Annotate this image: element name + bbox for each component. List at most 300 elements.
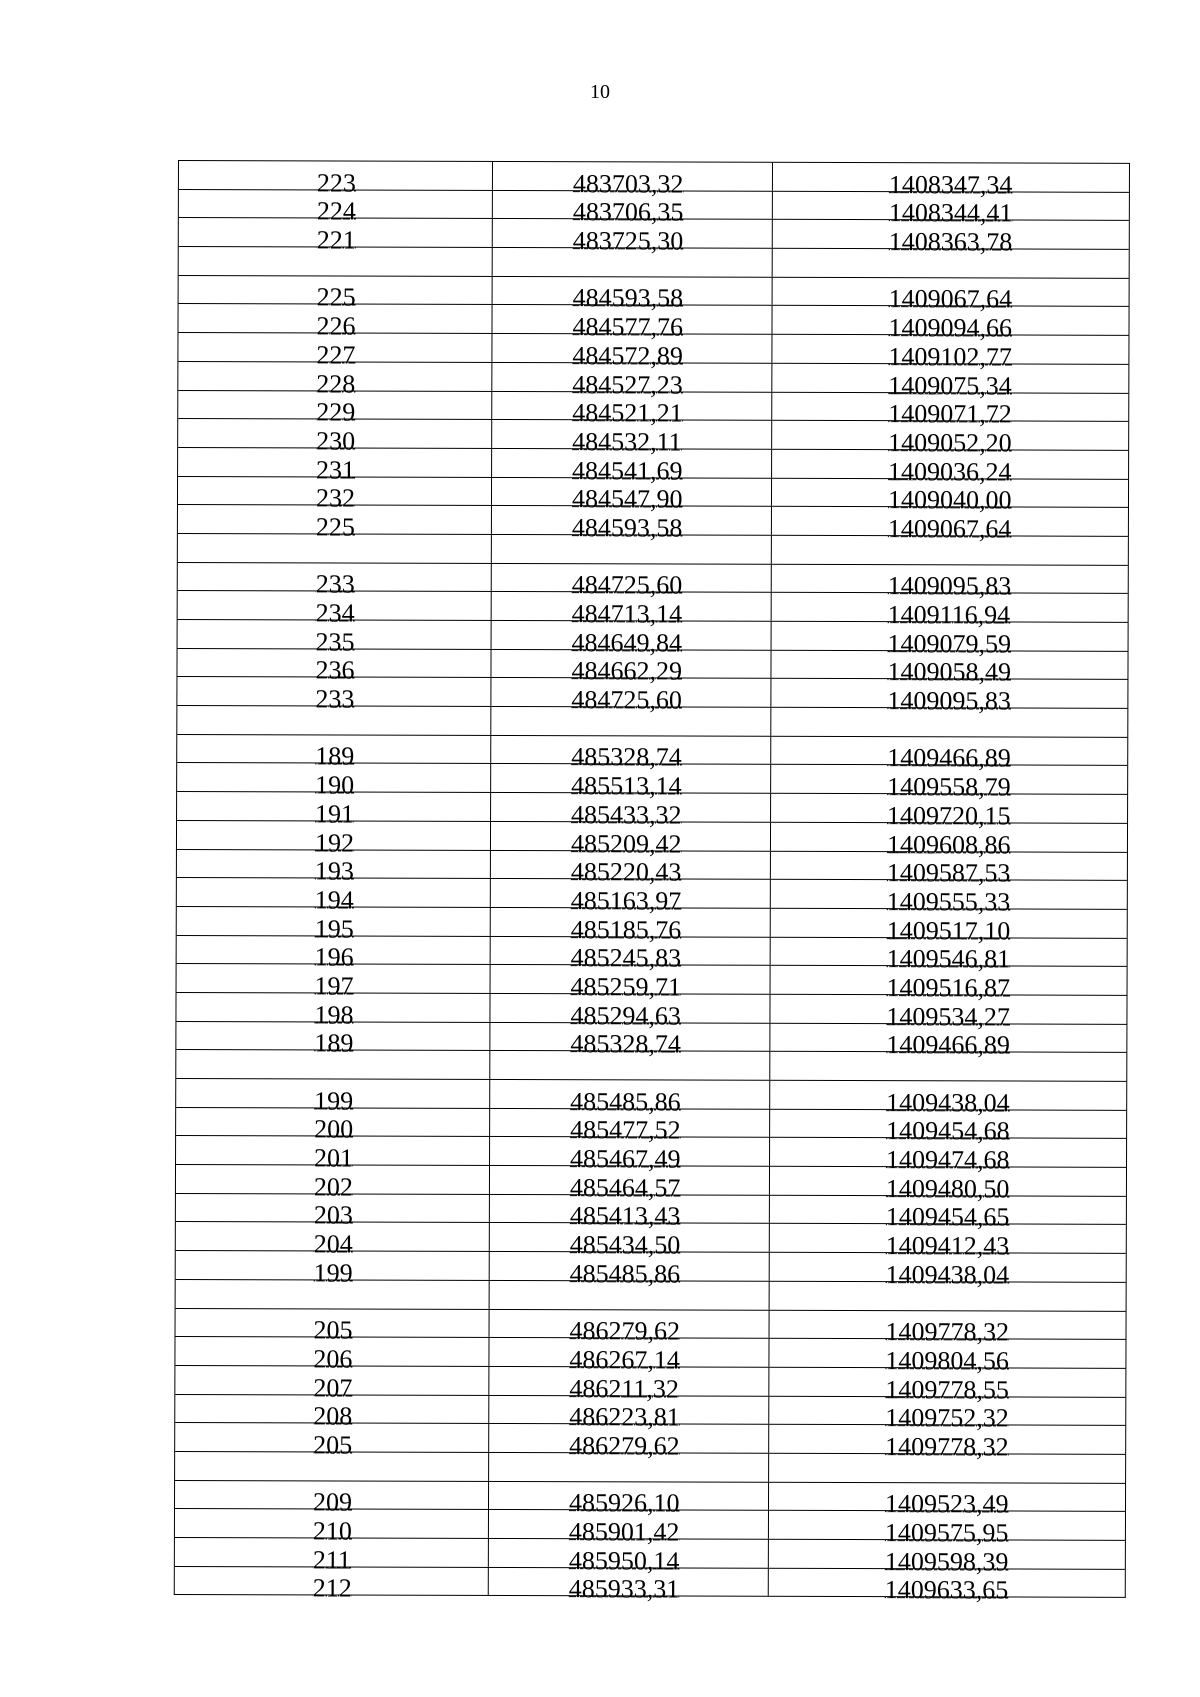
x-coordinate-cell bbox=[490, 650, 770, 686]
y-coordinate-cell bbox=[771, 478, 1128, 515]
y-coordinate-cell bbox=[768, 1568, 1125, 1605]
cell-value: 1409555,33 bbox=[886, 886, 1011, 917]
point-number-cell bbox=[175, 1538, 488, 1575]
x-coordinate-cell bbox=[489, 1252, 769, 1289]
cell-value: 485513,14 bbox=[571, 771, 682, 801]
cell-value: 485245,83 bbox=[570, 943, 682, 973]
point-number-cell bbox=[177, 763, 490, 800]
y-coordinate-cell bbox=[769, 1138, 1126, 1175]
table-row bbox=[177, 648, 1127, 687]
x-coordinate-cell bbox=[488, 1539, 768, 1576]
table-row bbox=[176, 1078, 1126, 1118]
point-number-cell bbox=[178, 362, 491, 399]
point-number-cell bbox=[178, 419, 491, 456]
cell-value: 1409608,86 bbox=[886, 829, 1011, 859]
cell-value: 484527,23 bbox=[572, 369, 683, 399]
cell-value: 1409546,81 bbox=[886, 944, 1011, 974]
cell-value: 228 bbox=[316, 368, 356, 399]
y-coordinate-cell bbox=[771, 507, 1128, 544]
point-number-cell bbox=[178, 591, 491, 628]
y-coordinate-cell bbox=[772, 163, 1129, 200]
table-row bbox=[178, 447, 1128, 487]
table-row bbox=[177, 705, 1127, 737]
cell-value: 1409095,83 bbox=[887, 571, 1012, 601]
y-coordinate-cell bbox=[769, 995, 1126, 1032]
cell-value: 1408347,34 bbox=[888, 169, 1013, 200]
y-coordinate-cell bbox=[770, 909, 1127, 946]
cell-value: 1409516,87 bbox=[886, 973, 1011, 1003]
cell-value: 212 bbox=[312, 1573, 352, 1603]
table-row bbox=[177, 791, 1127, 831]
table-row bbox=[176, 992, 1126, 1032]
y-coordinate-cell bbox=[769, 1109, 1126, 1146]
y-coordinate-cell bbox=[770, 851, 1127, 888]
point-number-cell bbox=[177, 821, 490, 858]
cell-value: 485467,49 bbox=[569, 1144, 681, 1174]
cell-value: 486211,32 bbox=[569, 1373, 679, 1404]
x-coordinate-cell bbox=[490, 936, 770, 973]
point-number-cell bbox=[175, 1567, 488, 1603]
cell-value: 202 bbox=[313, 1172, 353, 1202]
table-row bbox=[176, 1193, 1126, 1232]
x-coordinate-cell bbox=[490, 965, 770, 1002]
page-number: 10 bbox=[590, 81, 610, 103]
x-coordinate-cell bbox=[491, 420, 771, 457]
x-coordinate-cell bbox=[491, 305, 771, 342]
x-coordinate-cell bbox=[491, 334, 771, 371]
y-coordinate-cell bbox=[769, 1196, 1126, 1232]
x-coordinate-cell bbox=[492, 277, 772, 313]
cell-value: 1409466,89 bbox=[886, 1030, 1010, 1060]
cell-value: 192 bbox=[314, 827, 355, 858]
cell-value: 1409598,39 bbox=[884, 1546, 1009, 1577]
y-coordinate-cell bbox=[769, 1167, 1126, 1204]
x-coordinate-cell bbox=[490, 879, 770, 916]
point-number-cell bbox=[177, 964, 490, 1001]
cell-value: 485328,74 bbox=[570, 1029, 681, 1059]
cell-value: 486267,14 bbox=[569, 1345, 680, 1375]
table-row bbox=[177, 820, 1127, 859]
cell-value: 1409517,10 bbox=[886, 915, 1011, 946]
table-row bbox=[175, 1508, 1125, 1548]
table-row bbox=[175, 1422, 1125, 1462]
table-row bbox=[178, 619, 1128, 659]
cell-value: 1409058,49 bbox=[887, 657, 1012, 687]
cell-value: 1409558,79 bbox=[887, 772, 1011, 802]
cell-value: 484547,90 bbox=[571, 484, 683, 514]
cell-value: 483725,30 bbox=[572, 226, 684, 256]
cell-value: 483706,35 bbox=[572, 197, 684, 227]
cell-value: 1409040,00 bbox=[887, 485, 1012, 515]
cell-value: 485485,86 bbox=[569, 1258, 681, 1289]
x-coordinate-cell bbox=[489, 1023, 769, 1059]
cell-value: 206 bbox=[313, 1344, 353, 1374]
table-row bbox=[175, 1365, 1125, 1405]
cell-value: 194 bbox=[314, 885, 354, 915]
y-coordinate-cell bbox=[769, 1253, 1126, 1290]
cell-value: 1409116,94 bbox=[887, 600, 1011, 630]
x-coordinate-cell bbox=[489, 1080, 769, 1117]
cell-value: 1409575,95 bbox=[884, 1518, 1009, 1548]
point-number-cell bbox=[178, 391, 491, 427]
table-row bbox=[178, 476, 1128, 515]
cell-value: 485926,10 bbox=[568, 1488, 680, 1518]
table-row bbox=[178, 418, 1128, 458]
cell-value: 198 bbox=[314, 1000, 354, 1030]
point-number-cell bbox=[177, 677, 490, 714]
point-number-cell bbox=[176, 1079, 489, 1116]
y-coordinate-cell bbox=[771, 622, 1128, 659]
x-coordinate-cell bbox=[492, 191, 772, 227]
cell-value: 485328,74 bbox=[571, 742, 682, 772]
table-row bbox=[178, 390, 1128, 429]
table-row bbox=[175, 1451, 1125, 1483]
cell-value: 1409454,65 bbox=[885, 1202, 1010, 1232]
cell-value: 1408344,41 bbox=[888, 198, 1013, 228]
cell-value: 484593,58 bbox=[572, 283, 684, 313]
x-coordinate-cell bbox=[490, 678, 770, 715]
point-number-cell bbox=[179, 190, 492, 226]
point-number-cell bbox=[177, 849, 490, 886]
table-row bbox=[176, 1279, 1126, 1311]
cell-value: 230 bbox=[316, 426, 356, 456]
x-coordinate-cell bbox=[489, 1051, 769, 1080]
coordinates-table bbox=[174, 160, 1130, 1605]
cell-value: 199 bbox=[313, 1258, 353, 1288]
cell-value: 204 bbox=[313, 1229, 353, 1259]
cell-value: 199 bbox=[314, 1086, 354, 1116]
table-row bbox=[177, 762, 1127, 802]
point-number-cell bbox=[175, 1481, 488, 1517]
y-coordinate-cell bbox=[768, 1396, 1125, 1433]
x-coordinate-cell bbox=[490, 707, 770, 736]
x-coordinate-cell bbox=[489, 1223, 769, 1260]
cell-value: 484593,58 bbox=[571, 513, 683, 543]
cell-value: 1409095,83 bbox=[887, 686, 1011, 716]
cell-value: 190 bbox=[315, 770, 355, 800]
table-row bbox=[176, 1164, 1126, 1204]
y-coordinate-cell bbox=[770, 765, 1127, 802]
y-coordinate-cell bbox=[768, 1368, 1125, 1405]
cell-value: 1409067,64 bbox=[887, 514, 1012, 544]
cell-value: 1409071,72 bbox=[888, 399, 1012, 429]
point-number-cell bbox=[178, 505, 491, 542]
x-coordinate-cell bbox=[490, 793, 770, 830]
x-coordinate-cell bbox=[488, 1568, 768, 1604]
cell-value: 235 bbox=[315, 627, 355, 657]
cell-value: 485434,50 bbox=[569, 1230, 681, 1260]
point-number-cell bbox=[177, 706, 490, 735]
table-row bbox=[179, 189, 1129, 228]
cell-value: 226 bbox=[316, 311, 356, 341]
x-coordinate-cell bbox=[492, 219, 772, 256]
point-number-cell bbox=[175, 1423, 488, 1460]
y-coordinate-cell bbox=[772, 249, 1129, 278]
cell-value: 209 bbox=[312, 1487, 353, 1517]
cell-value: 233 bbox=[315, 569, 355, 599]
table-row bbox=[178, 303, 1128, 343]
cell-value: 229 bbox=[316, 397, 356, 427]
x-coordinate-cell bbox=[490, 764, 770, 801]
x-coordinate-cell bbox=[491, 449, 771, 486]
y-coordinate-cell bbox=[768, 1425, 1125, 1462]
table-row bbox=[178, 533, 1128, 565]
cell-value: 484725,60 bbox=[571, 685, 682, 715]
y-coordinate-cell bbox=[769, 1081, 1126, 1118]
x-coordinate-cell bbox=[492, 162, 772, 199]
cell-value: 485185,76 bbox=[570, 914, 682, 945]
cell-value: 201 bbox=[313, 1143, 354, 1173]
table-row bbox=[175, 1336, 1125, 1376]
x-coordinate-cell bbox=[491, 621, 771, 658]
x-coordinate-cell bbox=[490, 908, 770, 945]
y-coordinate-cell bbox=[771, 450, 1128, 487]
cell-value: 485901,42 bbox=[568, 1517, 680, 1547]
cell-value: 1409454,68 bbox=[886, 1116, 1010, 1146]
point-number-cell bbox=[175, 1395, 488, 1431]
x-coordinate-cell bbox=[491, 477, 771, 514]
cell-value: 225 bbox=[316, 282, 356, 312]
cell-value: 1409094,66 bbox=[888, 313, 1013, 343]
point-number-cell bbox=[179, 161, 492, 198]
cell-value: 233 bbox=[315, 684, 355, 714]
table-row bbox=[179, 217, 1129, 257]
cell-value: 484577,76 bbox=[572, 312, 684, 342]
table-row bbox=[175, 1394, 1125, 1433]
x-coordinate-cell bbox=[489, 1195, 769, 1231]
y-coordinate-cell bbox=[770, 708, 1127, 737]
cell-value: 223 bbox=[316, 168, 356, 198]
x-coordinate-cell bbox=[488, 1367, 768, 1404]
table-row bbox=[178, 504, 1128, 544]
point-number-cell bbox=[176, 1108, 489, 1144]
cell-value: 225 bbox=[315, 512, 355, 542]
point-number-cell bbox=[176, 1136, 489, 1173]
y-coordinate-cell bbox=[770, 823, 1127, 859]
cell-value: 208 bbox=[313, 1401, 353, 1431]
point-number-cell bbox=[178, 534, 491, 563]
table-row bbox=[176, 1307, 1126, 1347]
x-coordinate-cell bbox=[490, 850, 770, 887]
cell-value: 484521,21 bbox=[572, 398, 683, 428]
cell-value: 1409523,49 bbox=[884, 1489, 1009, 1519]
x-coordinate-cell bbox=[491, 535, 771, 564]
cell-value: 485163,97 bbox=[570, 886, 682, 916]
y-coordinate-cell bbox=[770, 794, 1127, 831]
point-number-cell bbox=[176, 1222, 489, 1259]
point-number-cell bbox=[176, 1308, 489, 1345]
cell-value: 484662,29 bbox=[571, 656, 683, 686]
cell-value: 1409052,20 bbox=[888, 427, 1012, 458]
point-number-cell bbox=[179, 247, 492, 276]
cell-value: 1409412,43 bbox=[885, 1231, 1010, 1261]
cell-value: 486279,62 bbox=[569, 1431, 680, 1461]
cell-value: 234 bbox=[315, 598, 355, 628]
table-row bbox=[179, 246, 1129, 278]
y-coordinate-cell bbox=[771, 335, 1128, 372]
cell-value: 1408363,78 bbox=[888, 227, 1013, 257]
cell-value: 484532,11 bbox=[572, 427, 682, 457]
cell-value: 189 bbox=[315, 741, 355, 771]
y-coordinate-cell bbox=[772, 220, 1129, 257]
x-coordinate-cell bbox=[488, 1482, 768, 1518]
cell-value: 1409480,50 bbox=[885, 1173, 1010, 1204]
cell-value: 1409804,56 bbox=[885, 1345, 1009, 1376]
y-coordinate-cell bbox=[769, 1052, 1126, 1081]
x-coordinate-cell bbox=[489, 1281, 769, 1310]
point-number-cell bbox=[176, 1050, 489, 1079]
x-coordinate-cell bbox=[488, 1338, 768, 1375]
cell-value: 189 bbox=[314, 1028, 354, 1058]
cell-value: 485433,32 bbox=[571, 799, 682, 830]
cell-value: 196 bbox=[314, 942, 354, 972]
point-number-cell bbox=[178, 477, 491, 513]
cell-value: 1409067,64 bbox=[888, 284, 1013, 314]
point-number-cell bbox=[175, 1509, 488, 1546]
cell-value: 1409752,32 bbox=[885, 1403, 1009, 1433]
cell-value: 483703,32 bbox=[572, 168, 684, 199]
y-coordinate-cell bbox=[771, 536, 1128, 565]
table-row bbox=[177, 848, 1127, 888]
y-coordinate-cell bbox=[769, 1023, 1126, 1060]
y-coordinate-cell bbox=[770, 880, 1127, 917]
x-coordinate-cell bbox=[489, 1109, 769, 1145]
cell-value: 1409438,04 bbox=[885, 1259, 1010, 1290]
y-coordinate-cell bbox=[771, 306, 1128, 343]
cell-value: 203 bbox=[313, 1200, 353, 1230]
table-row bbox=[176, 1049, 1126, 1081]
x-coordinate-cell bbox=[489, 1137, 769, 1174]
table-row bbox=[176, 1135, 1126, 1175]
x-coordinate-cell bbox=[491, 592, 771, 629]
cell-value: 1409633,65 bbox=[884, 1575, 1009, 1605]
table-row bbox=[179, 275, 1129, 314]
x-coordinate-cell bbox=[491, 564, 771, 600]
y-coordinate-cell bbox=[769, 1310, 1126, 1347]
x-coordinate-cell bbox=[489, 1309, 769, 1346]
cell-value: 1409102,77 bbox=[888, 341, 1012, 372]
x-coordinate-cell bbox=[489, 994, 769, 1031]
cell-value: 485477,52 bbox=[570, 1115, 681, 1145]
y-coordinate-cell bbox=[769, 1282, 1126, 1311]
point-number-cell bbox=[176, 1194, 489, 1230]
x-coordinate-cell bbox=[490, 736, 770, 772]
table-row bbox=[178, 332, 1128, 372]
cell-value: 485220,43 bbox=[570, 857, 682, 887]
table-row bbox=[177, 935, 1127, 974]
table-row bbox=[175, 1537, 1125, 1577]
point-number-cell bbox=[177, 735, 490, 771]
x-coordinate-cell bbox=[488, 1424, 768, 1461]
cell-value: 1409720,15 bbox=[887, 800, 1011, 831]
point-number-cell bbox=[177, 907, 490, 944]
x-coordinate-cell bbox=[491, 363, 771, 399]
x-coordinate-cell bbox=[492, 248, 772, 277]
x-coordinate-cell bbox=[491, 391, 771, 428]
y-coordinate-cell bbox=[771, 364, 1128, 400]
point-number-cell bbox=[176, 1251, 489, 1288]
y-coordinate-cell bbox=[770, 966, 1127, 1003]
table-row bbox=[175, 1480, 1125, 1519]
cell-value: 484572,89 bbox=[572, 340, 683, 371]
y-coordinate-cell bbox=[769, 1224, 1126, 1261]
cell-value: 236 bbox=[315, 655, 355, 685]
cell-value: 211 bbox=[312, 1545, 351, 1575]
cell-value: 485413,43 bbox=[569, 1201, 681, 1231]
cell-value: 205 bbox=[313, 1315, 353, 1345]
point-number-cell bbox=[177, 649, 490, 685]
cell-value: 224 bbox=[316, 196, 356, 226]
point-number-cell bbox=[175, 1366, 488, 1403]
y-coordinate-cell bbox=[772, 278, 1129, 314]
y-coordinate-cell bbox=[772, 191, 1129, 228]
x-coordinate-cell bbox=[488, 1395, 768, 1432]
table-row bbox=[178, 361, 1128, 400]
table-row bbox=[177, 963, 1127, 1003]
point-number-cell bbox=[178, 620, 491, 657]
cell-value: 1409079,59 bbox=[887, 628, 1012, 659]
cell-value: 1409534,27 bbox=[886, 1001, 1011, 1032]
x-coordinate-cell bbox=[490, 822, 770, 858]
y-coordinate-cell bbox=[770, 679, 1127, 716]
point-number-cell bbox=[178, 448, 491, 485]
cell-value: 485209,42 bbox=[570, 828, 682, 858]
cell-value: 205 bbox=[313, 1430, 353, 1460]
table-row bbox=[178, 590, 1128, 630]
table-row bbox=[178, 562, 1128, 601]
cell-value: 193 bbox=[314, 856, 354, 886]
table-row bbox=[176, 1021, 1126, 1060]
x-coordinate-cell bbox=[489, 1166, 769, 1203]
cell-value: 485259,71 bbox=[570, 972, 682, 1002]
cell-value: 1409778,32 bbox=[885, 1317, 1010, 1347]
table-row bbox=[176, 1221, 1126, 1261]
y-coordinate-cell bbox=[770, 937, 1127, 974]
cell-value: 191 bbox=[315, 799, 355, 829]
point-number-cell bbox=[176, 1022, 489, 1058]
point-number-cell bbox=[176, 1165, 489, 1202]
cell-value: 484649,84 bbox=[571, 627, 683, 658]
y-coordinate-cell bbox=[771, 593, 1128, 630]
point-number-cell bbox=[177, 792, 490, 829]
cell-value: 1409036,24 bbox=[888, 456, 1012, 487]
cell-value: 484725,60 bbox=[571, 570, 683, 600]
y-coordinate-cell bbox=[771, 564, 1128, 601]
point-number-cell bbox=[178, 333, 491, 370]
table-row bbox=[177, 734, 1127, 773]
table-row bbox=[176, 1250, 1126, 1290]
point-number-cell bbox=[178, 563, 491, 599]
y-coordinate-cell bbox=[768, 1540, 1125, 1577]
point-number-cell bbox=[179, 218, 492, 255]
cell-value: 485950,14 bbox=[568, 1545, 680, 1576]
y-coordinate-cell bbox=[770, 650, 1127, 687]
point-number-cell bbox=[177, 936, 490, 972]
table-row bbox=[175, 1566, 1125, 1605]
cell-value: 221 bbox=[316, 225, 356, 255]
cell-value: 1409438,04 bbox=[886, 1087, 1010, 1118]
cell-value: 195 bbox=[314, 913, 354, 944]
y-coordinate-cell bbox=[771, 421, 1128, 458]
cell-value: 484541,69 bbox=[572, 455, 683, 486]
cell-value: 1409778,55 bbox=[885, 1374, 1009, 1405]
cell-value: 197 bbox=[314, 971, 354, 1001]
point-number-cell bbox=[176, 993, 489, 1030]
cell-value: 232 bbox=[315, 483, 356, 513]
cell-value: 485464,57 bbox=[569, 1172, 681, 1203]
y-coordinate-cell bbox=[768, 1454, 1125, 1483]
x-coordinate-cell bbox=[488, 1510, 768, 1547]
